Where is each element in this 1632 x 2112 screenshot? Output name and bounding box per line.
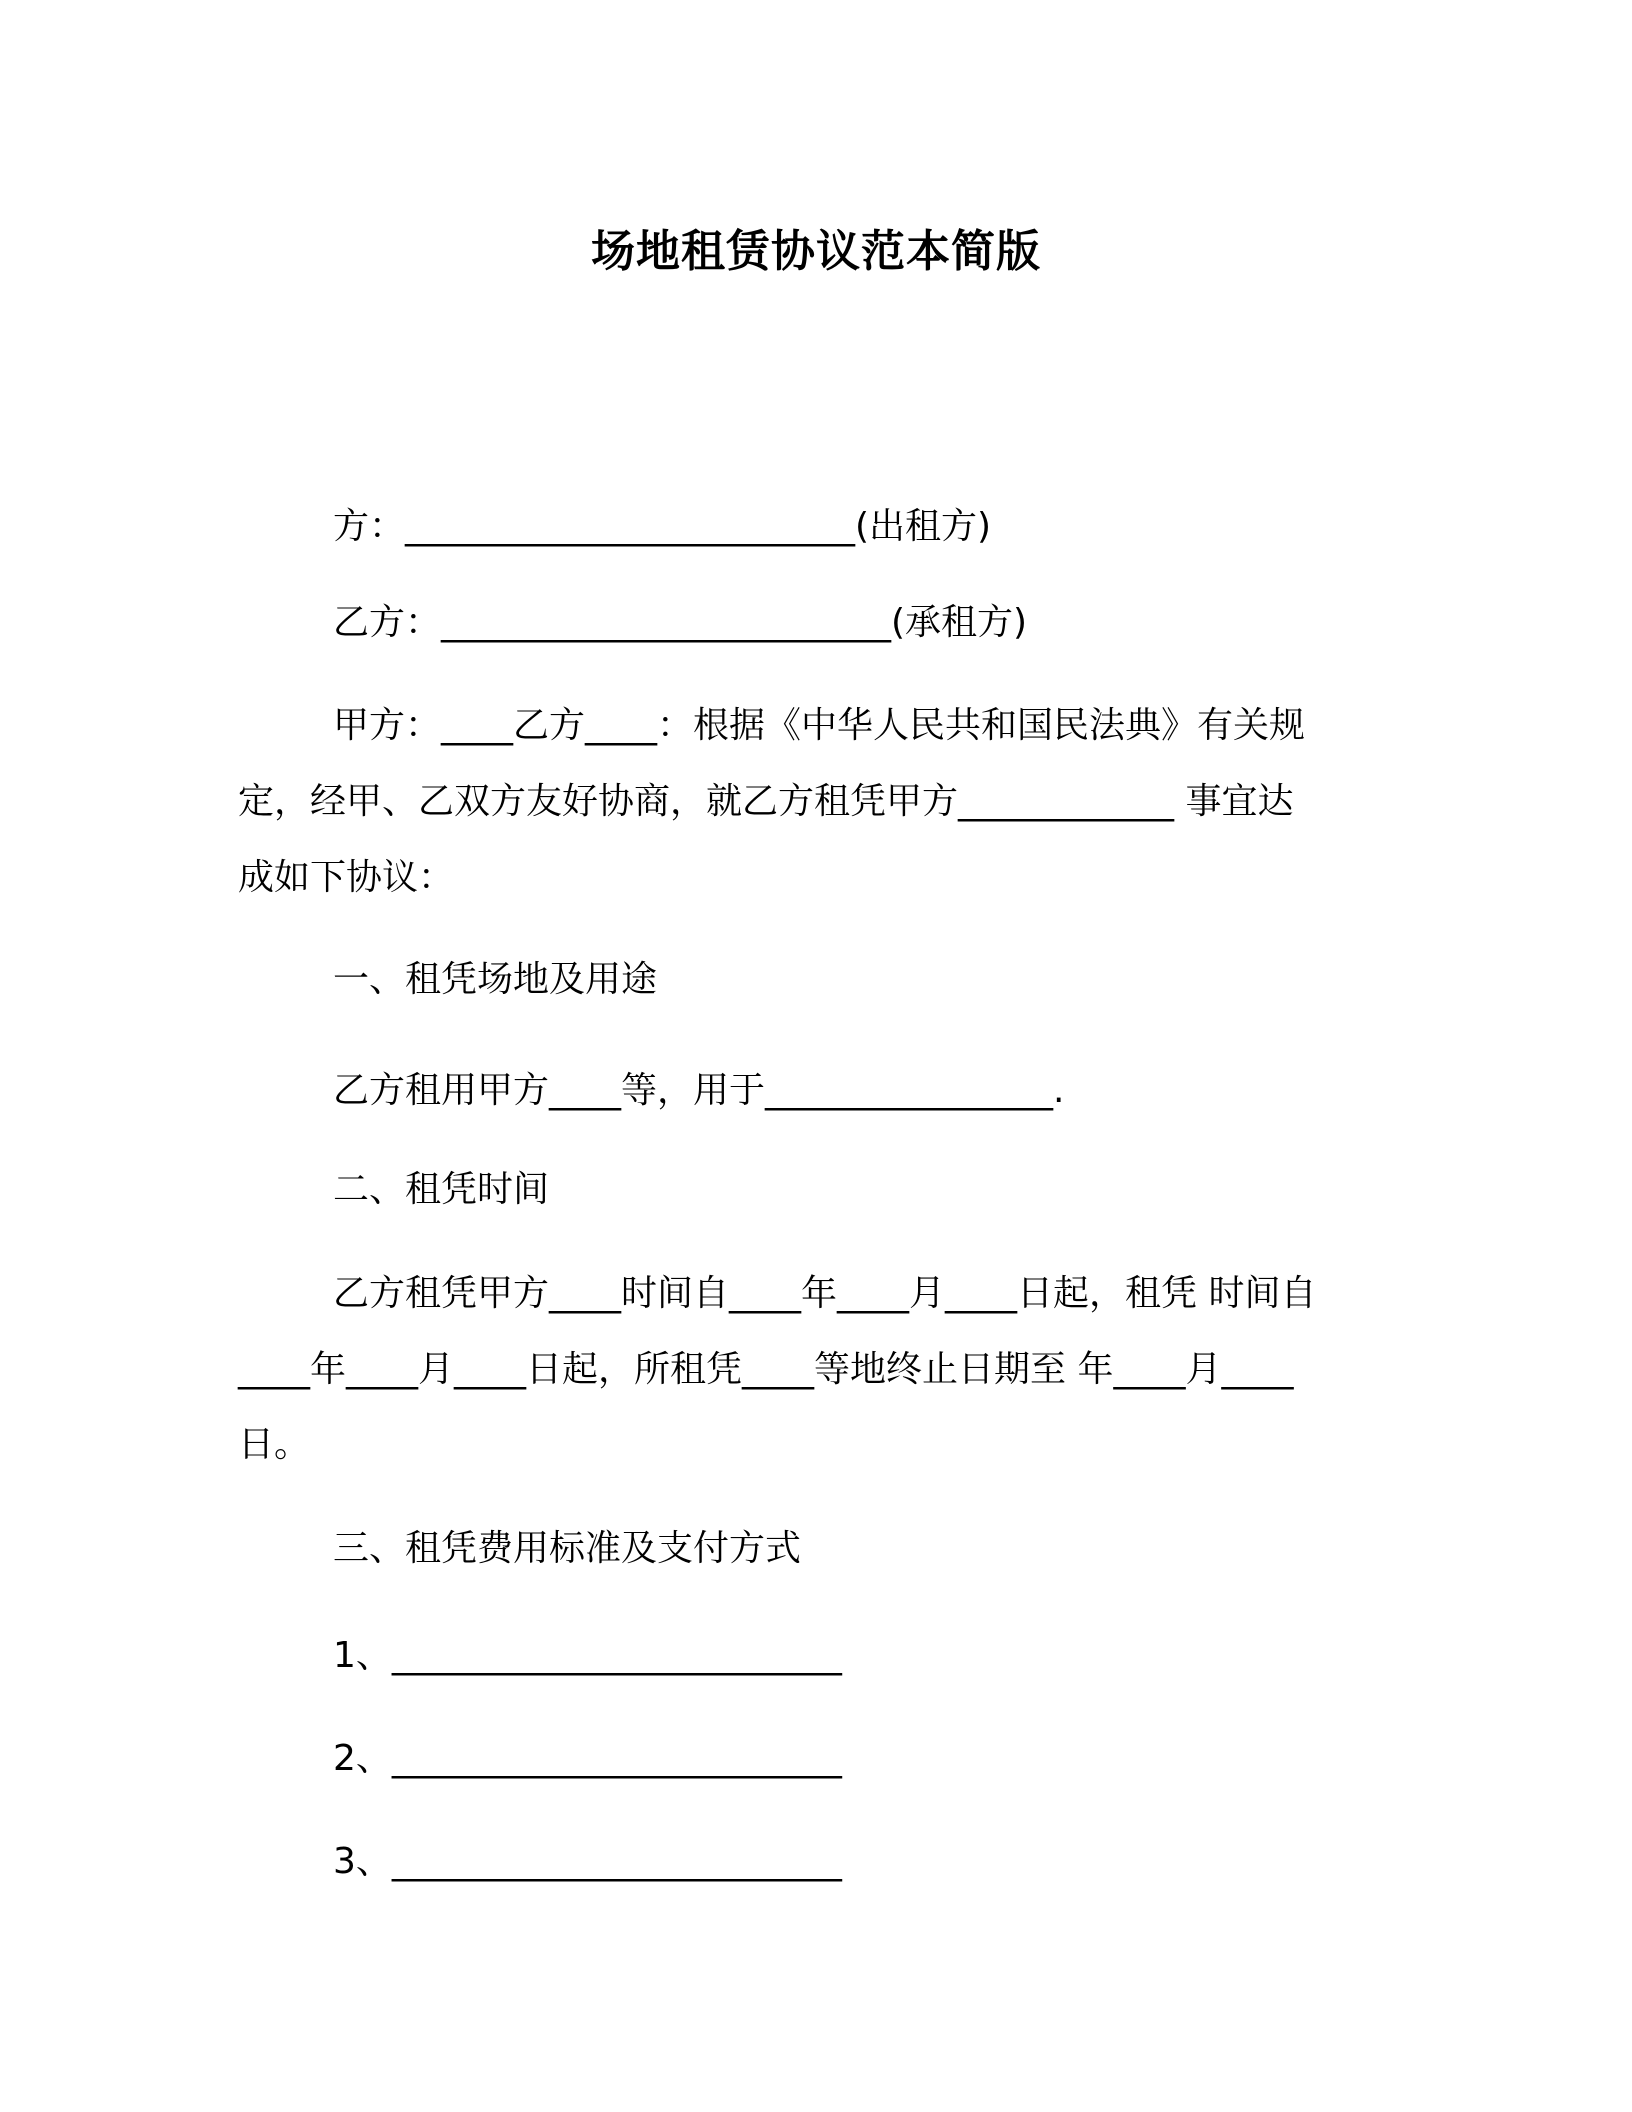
section-1-body: 乙方租用甲方____等，用于________________.: [333, 1070, 1065, 1111]
section-2-body-line-1: 乙方租凭甲方____时间自____年____月____日起，租凭 时间自: [333, 1273, 1317, 1314]
section-1-heading: 一、租凭场地及用途: [333, 959, 658, 1000]
party-a-line: 方：_________________________(出租方): [333, 506, 992, 547]
section-3-item-1: 1、_________________________: [333, 1635, 842, 1676]
intro-line-1: 甲方：____乙方____：根据《中华人民共和国民法典》有关规: [333, 705, 1306, 746]
section-2-body-line-2: ____年____月____日起，所租凭____等地终止日期至 年____月____: [238, 1349, 1294, 1390]
section-2-body-line-3: 日。: [238, 1424, 311, 1465]
intro-line-3: 成如下协议：: [238, 857, 455, 898]
party-b-line: 乙方：_________________________(承租方): [333, 602, 1028, 643]
section-3-item-2: 2、_________________________: [333, 1738, 842, 1779]
section-3-item-3: 3、_________________________: [333, 1841, 842, 1882]
intro-line-2: 定，经甲、乙双方友好协商，就乙方租凭甲方____________ 事宜达: [238, 781, 1294, 822]
document-title: 场地租赁协议范本简版: [591, 226, 1041, 277]
section-2-heading: 二、租凭时间: [333, 1169, 550, 1210]
section-3-heading: 三、租凭费用标准及支付方式: [333, 1528, 802, 1569]
